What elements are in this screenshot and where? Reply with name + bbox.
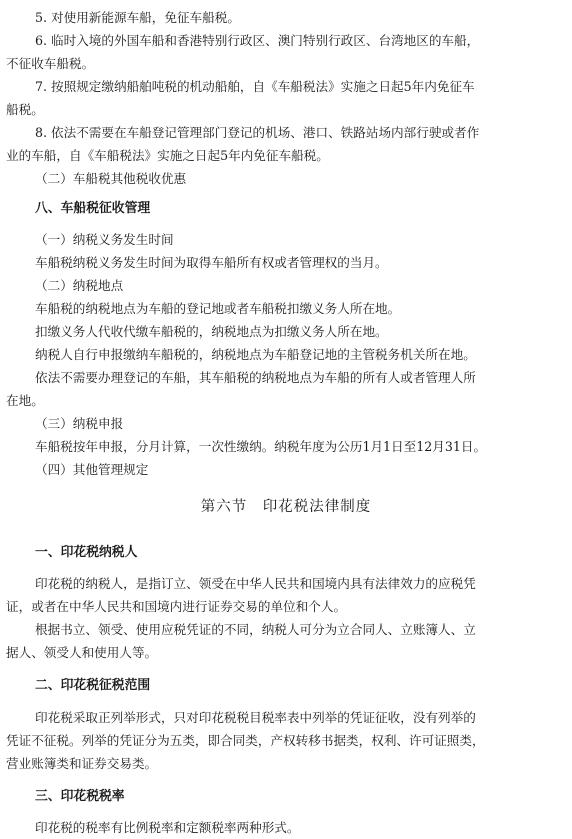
paragraph-line: 5. 对使用新能源车船，免征车船税。 bbox=[35, 10, 240, 25]
paragraph-line: 船税。 bbox=[6, 102, 44, 117]
paragraph-line: 在地。 bbox=[6, 393, 44, 408]
paragraph-line: 根据书立、领受、使用应税凭证的不同，纳税人可分为立合同人、立账簿人、立 bbox=[35, 622, 476, 637]
section-heading: 一、印花税纳税人 bbox=[35, 545, 138, 560]
paragraph-line: 依法不需要办理登记的车船，其车船税的纳税地点为车船的所有人或者管理人所 bbox=[35, 370, 476, 385]
paragraph-line: 据人、领受人和使用人等。 bbox=[6, 645, 158, 660]
paragraph-line: 7. 按照规定缴纳船舶吨税的机动船舶，自《车船税法》实施之日起5年内免征车 bbox=[35, 79, 475, 94]
paragraph-line: 业的车船，自《车船税法》实施之日起5年内免征车船税。 bbox=[6, 148, 329, 163]
subsection-heading: （二）纳税地点 bbox=[35, 278, 124, 293]
paragraph-line: 印花税采取正列举形式，只对印花税税目税率表中列举的凭证征收，没有列举的 bbox=[35, 710, 476, 725]
paragraph-line: 扣缴义务人代收代缴车船税的，纳税地点为扣缴义务人所在地。 bbox=[35, 324, 388, 339]
paragraph-line: 纳税人自行申报缴纳车船税的，纳税地点为车船登记地的主管税务机关所在地。 bbox=[35, 347, 476, 362]
paragraph-line: 车船税纳税义务发生时间为取得车船所有权或者管理权的当月。 bbox=[35, 255, 388, 270]
subsection-heading: （三）纳税申报 bbox=[35, 416, 124, 431]
paragraph-line: 证，或者在中华人民共和国境内进行证券交易的单位和个人。 bbox=[6, 599, 347, 614]
paragraph-line: 印花税的纳税人，是指订立、领受在中华人民共和国境内具有法律效力的应税凭 bbox=[35, 576, 476, 591]
paragraph-line: 营业账簿类和证券交易类。 bbox=[6, 756, 158, 771]
section-heading: 八、车船税征收管理 bbox=[35, 201, 151, 216]
paragraph-line: 8. 依法不需要在车船登记管理部门登记的机场、港口、铁路站场内部行驶或者作 bbox=[35, 125, 480, 140]
paragraph-line: 凭证不征税。列举的凭证分为五类，即合同类，产权转移书据类，权利、许可证照类， bbox=[6, 733, 485, 748]
section-heading: 三、印花税税率 bbox=[35, 789, 125, 804]
paragraph-line: 车船税的纳税地点为车船的登记地或者车船税扣缴义务人所在地。 bbox=[35, 301, 401, 316]
section-heading: 二、印花税征税范围 bbox=[35, 678, 151, 693]
paragraph-line: 6. 临时入境的外国车船和香港特别行政区、澳门特别行政区、台湾地区的车船， bbox=[35, 33, 480, 48]
subsection-heading: （一）纳税义务发生时间 bbox=[35, 232, 174, 247]
paragraph-line: 车船税按年申报，分月计算，一次性缴纳。纳税年度为公历1月1日至12月31日。 bbox=[35, 439, 487, 454]
paragraph-line: 不征收车船税。 bbox=[6, 56, 95, 71]
paragraph-line: 印花税的税率有比例税率和定额税率两种形式。 bbox=[35, 820, 300, 835]
subsection-heading: （四）其他管理规定 bbox=[35, 462, 149, 477]
chapter-section-title: 第六节 印花税法律制度 bbox=[200, 499, 372, 515]
subsection-heading: （二）车船税其他税收优惠 bbox=[35, 171, 187, 186]
